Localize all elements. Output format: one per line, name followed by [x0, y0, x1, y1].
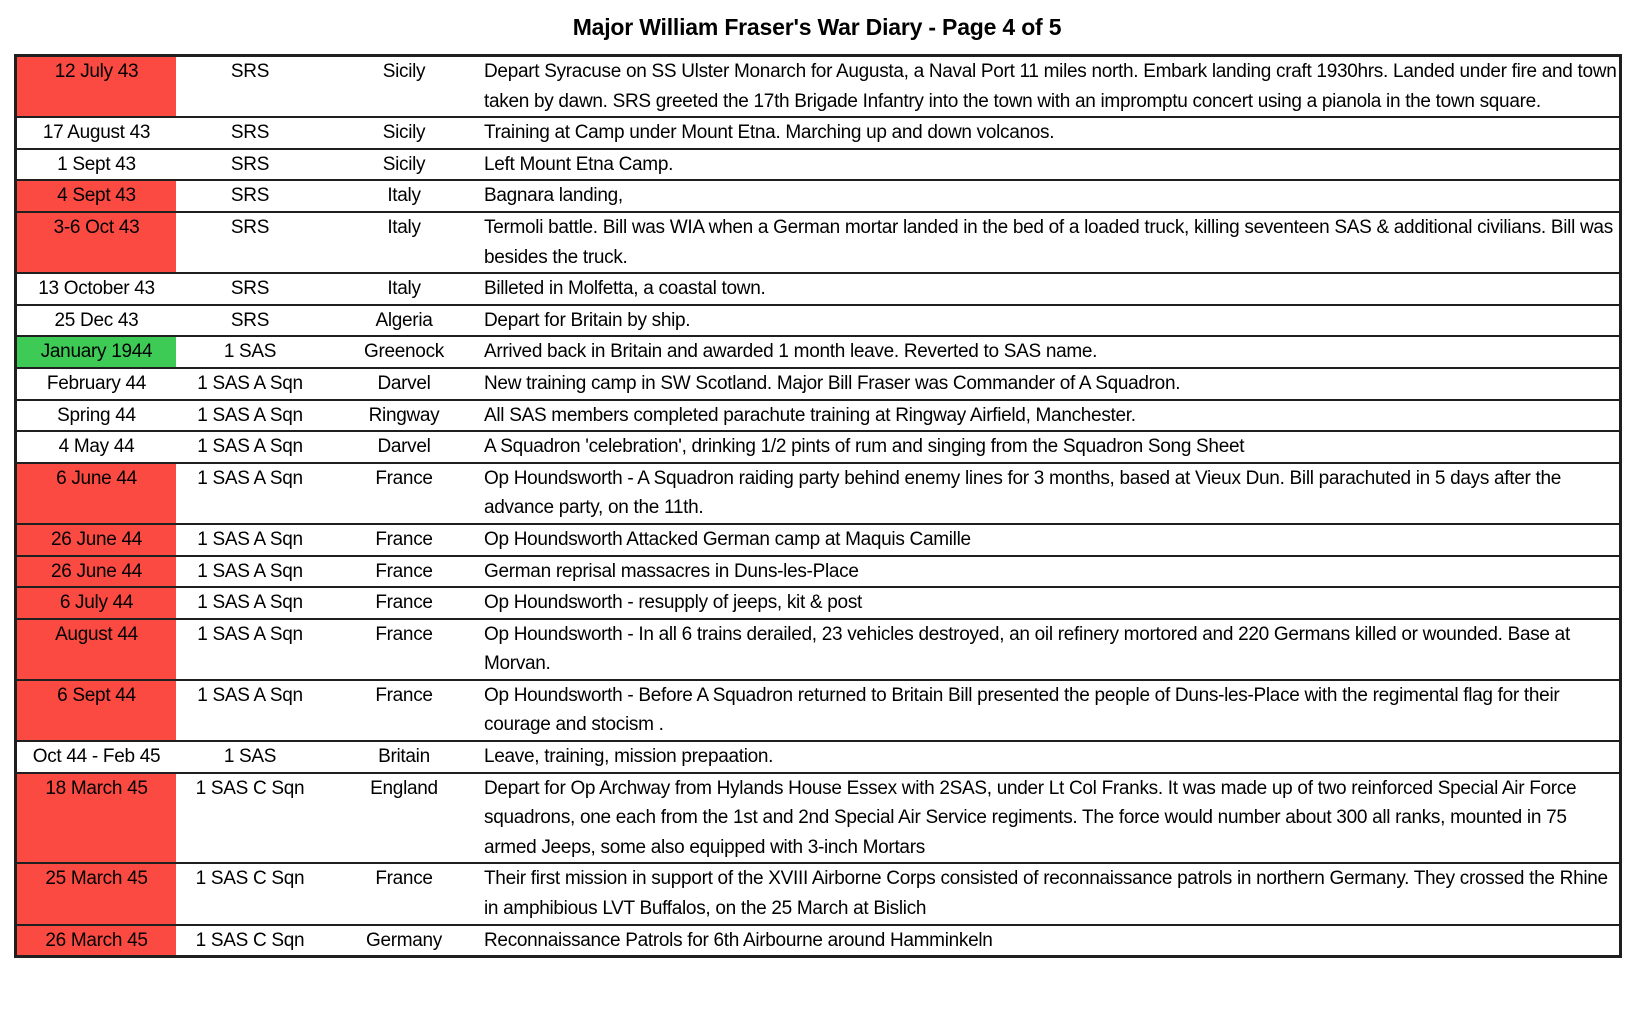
table-row: [16, 463, 1621, 524]
unit-cell: SRS: [176, 305, 324, 337]
details-cell: Training at Camp under Mount Etna. Marching up and down volcanos.: [484, 117, 1621, 149]
details-cell: Bagnara landing,: [484, 180, 1621, 212]
unit-cell: 1 SAS C Sqn: [176, 863, 324, 924]
location-cell: Italy: [324, 273, 484, 305]
date-cell: 18 March 45: [16, 773, 177, 864]
details-cell: Depart for Britain by ship.: [484, 305, 1621, 337]
date-cell: 4 May 44: [16, 431, 177, 463]
unit-cell: 1 SAS A Sqn: [176, 556, 324, 588]
unit-cell: 1 SAS A Sqn: [176, 524, 324, 556]
table-row: [16, 336, 1621, 368]
location-cell: France: [324, 619, 484, 680]
details-cell: Op Houndsworth - Before A Squadron returned to Britain Bill presented the people of Duns-les-Place with the regimental flag for their courage and stocism .: [484, 680, 1621, 741]
details-cell: Left Mount Etna Camp.: [484, 149, 1621, 181]
unit-cell: SRS: [176, 117, 324, 149]
unit-cell: 1 SAS C Sqn: [176, 773, 324, 864]
details-cell: Op Houndsworth - resupply of jeeps, kit & post: [484, 587, 1621, 619]
details-cell: Depart for Op Archway from Hylands House Essex with 2SAS, under Lt Col Franks. It was made up of two reinforced Special Air Force squadrons, one each from the 1st and 2nd Special Air Service regiments. The force would number about 300 all ranks, mounted in 75 armed Jeeps, some also equipped with 3-inch Mortars: [484, 773, 1621, 864]
location-cell: Darvel: [324, 368, 484, 400]
unit-cell: 1 SAS: [176, 741, 324, 773]
unit-cell: 1 SAS: [176, 336, 324, 368]
location-cell: Italy: [324, 180, 484, 212]
date-cell: 6 July 44: [16, 587, 177, 619]
date-cell: 25 March 45: [16, 863, 177, 924]
unit-cell: 1 SAS A Sqn: [176, 619, 324, 680]
table-row: [16, 431, 1621, 463]
details-cell: New training camp in SW Scotland. Major Bill Fraser was Commander of A Squadron.: [484, 368, 1621, 400]
table-row: [16, 680, 1621, 741]
date-cell: 6 Sept 44: [16, 680, 177, 741]
location-cell: France: [324, 463, 484, 524]
location-cell: France: [324, 680, 484, 741]
date-cell: Oct 44 - Feb 45: [16, 741, 177, 773]
unit-cell: SRS: [176, 273, 324, 305]
details-cell: Termoli battle. Bill was WIA when a German mortar landed in the bed of a loaded truck, killing seventeen SAS & additional civilians. Bill was besides the truck.: [484, 212, 1621, 273]
location-cell: Greenock: [324, 336, 484, 368]
date-cell: 17 August 43: [16, 117, 177, 149]
table-row: [16, 863, 1621, 924]
date-cell: 13 October 43: [16, 273, 177, 305]
unit-cell: SRS: [176, 180, 324, 212]
table-row: [16, 925, 1621, 957]
location-cell: France: [324, 556, 484, 588]
date-cell: January 1944: [16, 336, 177, 368]
unit-cell: 1 SAS C Sqn: [176, 925, 324, 957]
table-row: [16, 305, 1621, 337]
war-diary-table-body: [16, 56, 1621, 957]
details-cell: Reconnaissance Patrols for 6th Airbourne around Hamminkeln: [484, 925, 1621, 957]
location-cell: Algeria: [324, 305, 484, 337]
date-cell: 25 Dec 43: [16, 305, 177, 337]
location-cell: Italy: [324, 212, 484, 273]
location-cell: Darvel: [324, 431, 484, 463]
table-row: [16, 368, 1621, 400]
date-cell: 6 June 44: [16, 463, 177, 524]
unit-cell: SRS: [176, 56, 324, 118]
unit-cell: 1 SAS A Sqn: [176, 400, 324, 432]
location-cell: Sicily: [324, 56, 484, 118]
table-row: [16, 587, 1621, 619]
details-cell: Leave, training, mission prepaation.: [484, 741, 1621, 773]
unit-cell: 1 SAS A Sqn: [176, 680, 324, 741]
page-title: Major William Fraser's War Diary - Page 4 of 5: [572, 14, 1062, 40]
unit-cell: 1 SAS A Sqn: [176, 431, 324, 463]
details-cell: All SAS members completed parachute training at Ringway Airfield, Manchester.: [484, 400, 1621, 432]
table-row: [16, 619, 1621, 680]
details-cell: German reprisal massacres in Duns-les-Place: [484, 556, 1621, 588]
date-cell: 12 July 43: [16, 56, 177, 118]
table-row: [16, 212, 1621, 273]
date-cell: 4 Sept 43: [16, 180, 177, 212]
location-cell: Ringway: [324, 400, 484, 432]
details-cell: Op Houndsworth - In all 6 trains derailed, 23 vehicles destroyed, an oil refinery mortored and 220 Germans killed or wounded. Base at Morvan.: [484, 619, 1621, 680]
date-cell: 3-6 Oct 43: [16, 212, 177, 273]
table-row: [16, 773, 1621, 864]
details-cell: Op Houndsworth Attacked German camp at Maquis Camille: [484, 524, 1621, 556]
details-cell: Arrived back in Britain and awarded 1 month leave. Reverted to SAS name.: [484, 336, 1621, 368]
details-cell: Depart Syracuse on SS Ulster Monarch for Augusta, a Naval Port 11 miles north. Embark landing craft 1930hrs. Landed under fire and town taken by dawn. SRS greeted the 17th Brigade Infantry into the town with an impromptu concert using a pianola in the town square.: [484, 56, 1621, 118]
date-cell: 26 June 44: [16, 524, 177, 556]
location-cell: Sicily: [324, 117, 484, 149]
location-cell: France: [324, 524, 484, 556]
table-row: [16, 117, 1621, 149]
unit-cell: 1 SAS A Sqn: [176, 463, 324, 524]
war-diary-table: [14, 54, 1622, 958]
location-cell: England: [324, 773, 484, 864]
details-cell: A Squadron 'celebration', drinking 1/2 pints of rum and singing from the Squadron Song Sheet: [484, 431, 1621, 463]
date-cell: February 44: [16, 368, 177, 400]
table-row: [16, 556, 1621, 588]
date-cell: 1 Sept 43: [16, 149, 177, 181]
details-cell: Op Houndsworth - A Squadron raiding party behind enemy lines for 3 months, based at Vieux Dun. Bill parachuted in 5 days after the advance party, on the 11th.: [484, 463, 1621, 524]
unit-cell: SRS: [176, 212, 324, 273]
date-cell: 26 March 45: [16, 925, 177, 957]
table-row: [16, 149, 1621, 181]
table-row: [16, 180, 1621, 212]
location-cell: Germany: [324, 925, 484, 957]
location-cell: Britain: [324, 741, 484, 773]
date-cell: August 44: [16, 619, 177, 680]
details-cell: Billeted in Molfetta, a coastal town.: [484, 273, 1621, 305]
location-cell: France: [324, 587, 484, 619]
location-cell: Sicily: [324, 149, 484, 181]
table-row: [16, 524, 1621, 556]
date-cell: 26 June 44: [16, 556, 177, 588]
unit-cell: 1 SAS A Sqn: [176, 368, 324, 400]
table-row: [16, 741, 1621, 773]
table-row: [16, 273, 1621, 305]
unit-cell: SRS: [176, 149, 324, 181]
table-row: [16, 400, 1621, 432]
date-cell: Spring 44: [16, 400, 177, 432]
unit-cell: 1 SAS A Sqn: [176, 587, 324, 619]
table-row: [16, 56, 1621, 118]
location-cell: France: [324, 863, 484, 924]
details-cell: Their first mission in support of the XVIII Airborne Corps consisted of reconnaissance patrols in northern Germany. They crossed the Rhine in amphibious LVT Buffalos, on the 25 March at Bislich: [484, 863, 1621, 924]
